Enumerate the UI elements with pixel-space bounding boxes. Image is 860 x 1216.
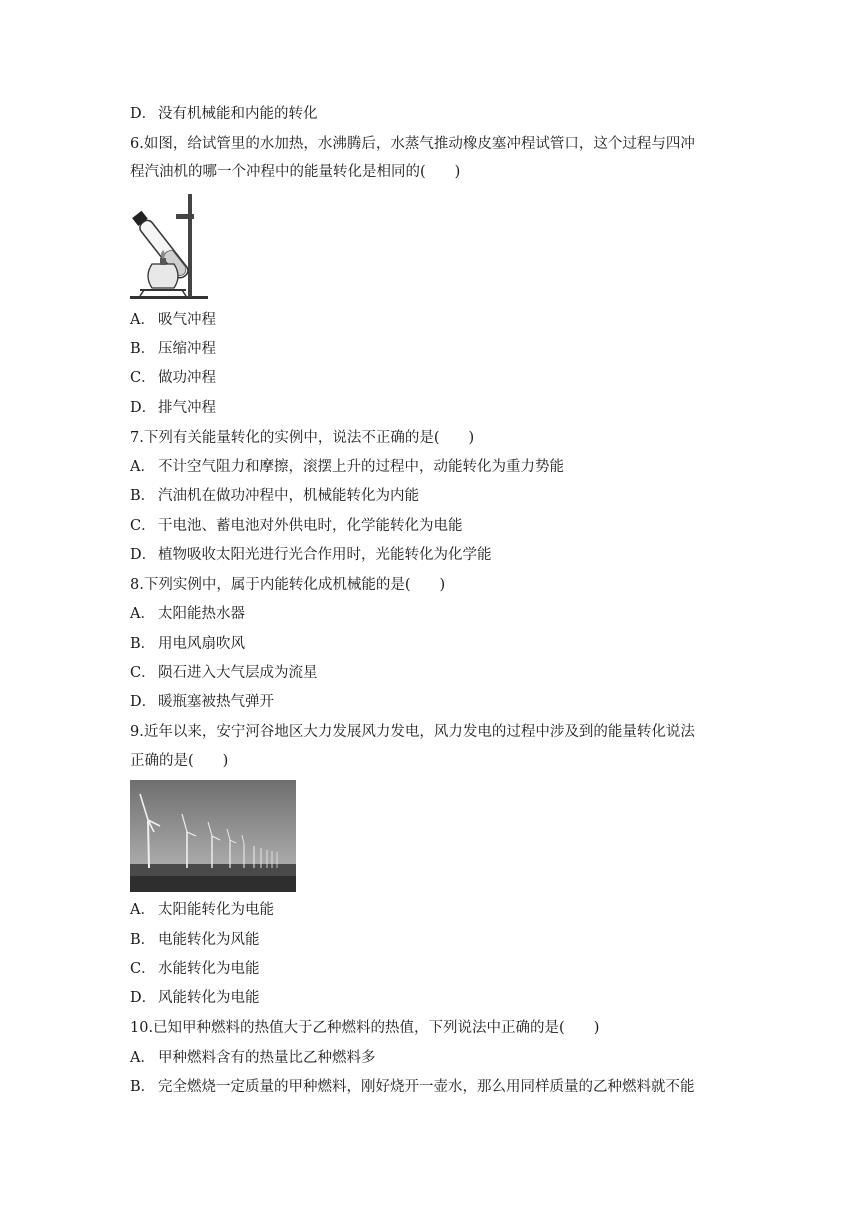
option-text: 没有机械能和内能的转化 bbox=[158, 106, 318, 122]
option-letter: D． bbox=[130, 990, 157, 1006]
q5-option-d bbox=[130, 104, 318, 124]
q9-stem-line1: 9.近年以来，安宁河谷地区大力发展风力发电，风力发电的过程中涉及到的能量转化说法 bbox=[130, 724, 695, 740]
test-tube-heating-figure bbox=[130, 192, 208, 300]
option-text: 用电风扇吹风 bbox=[158, 636, 245, 652]
option-text: 排气冲程 bbox=[158, 400, 216, 416]
option-letter: A． bbox=[130, 606, 155, 622]
q9-option-a bbox=[130, 900, 274, 920]
option-letter: C． bbox=[130, 665, 156, 681]
option-letter: B． bbox=[130, 636, 156, 652]
option-letter: C． bbox=[130, 518, 156, 534]
wind-farm-photo bbox=[130, 780, 296, 892]
q8-option-b bbox=[130, 634, 245, 654]
q7-option-c bbox=[130, 516, 463, 536]
q6-option-a bbox=[130, 310, 216, 330]
q8-option-a bbox=[130, 604, 245, 624]
q6-option-d bbox=[130, 398, 216, 418]
option-text: 陨石进入大气层成为流星 bbox=[158, 665, 318, 681]
option-text: 甲种燃料含有的热量比乙种燃料多 bbox=[158, 1050, 376, 1066]
q7-stem: 7.下列有关能量转化的实例中，说法不正确的是( ) bbox=[130, 430, 475, 446]
option-letter: D． bbox=[130, 106, 157, 122]
option-text: 汽油机在做功冲程中，机械能转化为内能 bbox=[158, 488, 419, 504]
q9-option-d bbox=[130, 988, 260, 1008]
q9-stem-line2: 正确的是( ) bbox=[130, 753, 229, 769]
option-letter: D． bbox=[130, 547, 157, 563]
option-text: 吸气冲程 bbox=[158, 312, 216, 328]
q9-option-c bbox=[130, 959, 260, 979]
q7-option-d bbox=[130, 545, 492, 565]
option-letter: B． bbox=[130, 341, 156, 357]
q7-option-b bbox=[130, 486, 419, 506]
option-letter: D． bbox=[130, 694, 157, 710]
q7-option-a bbox=[130, 457, 564, 477]
option-text: 太阳能转化为电能 bbox=[158, 902, 274, 918]
option-letter: C． bbox=[130, 370, 156, 386]
option-text: 不计空气阻力和摩擦，滚摆上升的过程中，动能转化为重力势能 bbox=[158, 459, 564, 475]
option-text: 植物吸收太阳光进行光合作用时，光能转化为化学能 bbox=[158, 547, 492, 563]
q8-option-d bbox=[130, 692, 274, 712]
q6-option-c bbox=[130, 368, 216, 388]
option-letter: A． bbox=[130, 459, 155, 475]
q10-option-b bbox=[130, 1077, 695, 1097]
option-text: 太阳能热水器 bbox=[158, 606, 245, 622]
option-text: 压缩冲程 bbox=[158, 341, 216, 357]
q9-option-b bbox=[130, 930, 260, 950]
option-letter: B． bbox=[130, 1079, 156, 1095]
option-text: 干电池、蓄电池对外供电时，化学能转化为电能 bbox=[158, 518, 463, 534]
q8-stem: 8.下列实例中，属于内能转化成机械能的是( ) bbox=[130, 577, 446, 593]
q6-stem-line1: 6.如图，给试管里的水加热，水沸腾后，水蒸气推动橡皮塞冲程试管口，这个过程与四冲 bbox=[130, 136, 695, 152]
q10-stem: 10.已知甲种燃料的热值大于乙种燃料的热值，下列说法中正确的是( ) bbox=[130, 1020, 600, 1036]
option-letter: A． bbox=[130, 902, 155, 918]
option-text: 做功冲程 bbox=[158, 370, 216, 386]
option-letter: B． bbox=[130, 932, 156, 948]
option-letter: B． bbox=[130, 488, 156, 504]
option-text: 水能转化为电能 bbox=[158, 961, 260, 977]
option-text: 暖瓶塞被热气弹开 bbox=[158, 694, 274, 710]
option-text: 电能转化为风能 bbox=[158, 932, 260, 948]
q10-option-a bbox=[130, 1048, 376, 1068]
q6-stem-line2: 程汽油机的哪一个冲程中的能量转化是相同的( ) bbox=[130, 164, 461, 180]
q6-option-b bbox=[130, 339, 216, 359]
option-letter: A． bbox=[130, 312, 155, 328]
option-text: 完全燃烧一定质量的甲种燃料，刚好烧开一壶水，那么用同样质量的乙种燃料就不能 bbox=[158, 1079, 695, 1095]
option-letter: C． bbox=[130, 961, 156, 977]
q8-option-c bbox=[130, 663, 318, 683]
option-text: 风能转化为电能 bbox=[158, 990, 260, 1006]
option-letter: D． bbox=[130, 400, 157, 416]
option-letter: A． bbox=[130, 1050, 155, 1066]
